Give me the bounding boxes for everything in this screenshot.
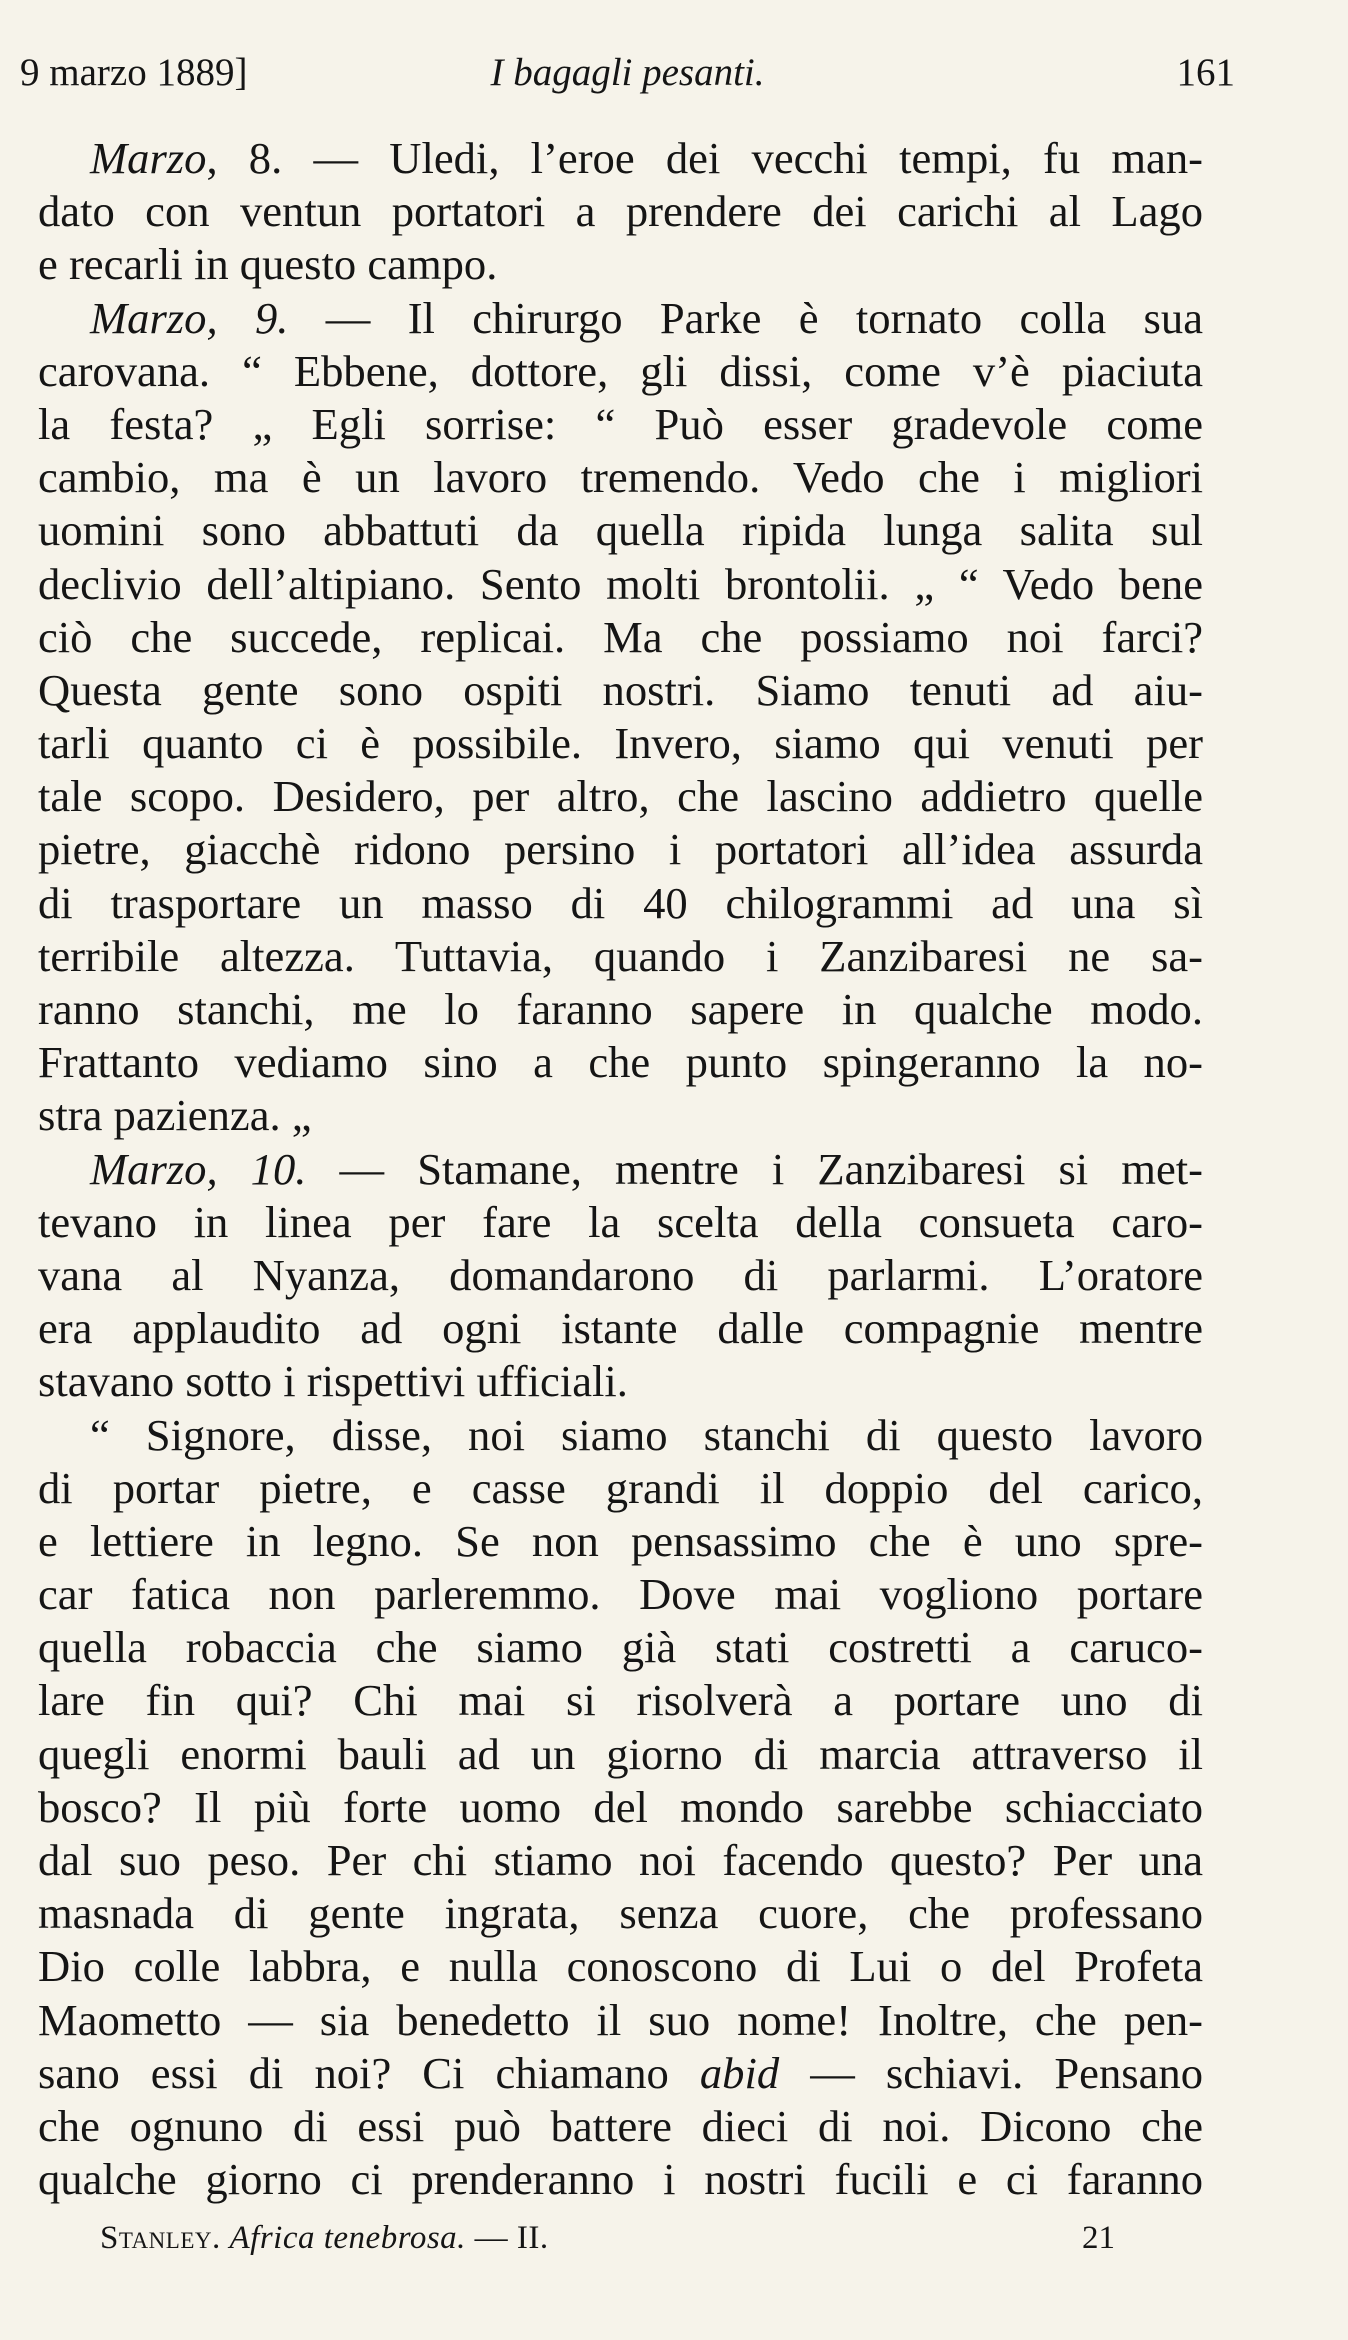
text-line [38, 398, 1203, 451]
text-line [38, 185, 1203, 238]
line-text: e lettiere in legno. Se non pensassimo che è uno spre- [38, 1515, 1203, 1566]
text-line [38, 877, 1203, 930]
footer-author: Stanley. [100, 2220, 221, 2256]
line-text: Dio colle labbra, e nulla conoscono di Lui o del Profeta [38, 1941, 1203, 1992]
line-text: , 8. — Uledi, l’eroe dei vecchi tempi, fu man- [206, 133, 1203, 183]
text-line [38, 1728, 1203, 1781]
line-text: ciò che succede, replicai. Ma che possiamo noi farci? [38, 611, 1203, 662]
line-text: ranno stanchi, me lo faranno sapere in qualche modo. [38, 984, 1203, 1034]
line-text: di portar pietre, e casse grandi il doppio del carico, [38, 1462, 1203, 1513]
text-line [38, 2047, 1203, 2100]
line-text: dato con ventun portatori a prendere dei carichi al Lago [38, 186, 1203, 237]
date-label: Marzo [90, 292, 207, 343]
line-text: “ Signore, disse, noi siamo stanchi di questo lavoro [90, 1409, 1203, 1460]
line-text: era applaudito ad ogni istante dalle compagnie mentre [38, 1303, 1203, 1354]
text-line [38, 292, 1203, 345]
line-tail: — schiavi. Pensano [779, 2047, 1203, 2098]
date-label: Marzo [90, 133, 207, 183]
line-text: car fatica non parleremmo. Dove mai vogliono portare [38, 1569, 1203, 1620]
line-text: Maometto — sia benedetto il suo nome! Inoltre, che pen- [38, 1994, 1203, 2045]
line-text: masnada di gente ingrata, senza cuore, che professano [38, 1888, 1203, 1939]
text-line [38, 1409, 1203, 1462]
text-line [38, 717, 1203, 770]
header-date: 9 marzo 1889] [20, 51, 248, 94]
line-text: — Stamane, mentre i Zanzibaresi si met- [306, 1143, 1203, 1194]
line-text: cambio, ma è un lavoro tremendo. Vedo che i migliori [38, 452, 1203, 503]
text-line [38, 823, 1203, 876]
line-text: stra pazienza. „ [38, 1090, 312, 1141]
text-line [38, 1887, 1203, 1940]
text-line [38, 1302, 1203, 1355]
italic-word: abid [699, 2047, 780, 2098]
line-text: qualche giorno ci prenderanno i nostri fucili e ci faranno [38, 2154, 1203, 2205]
footer-signature-line [100, 2220, 549, 2257]
text-line [38, 770, 1203, 823]
text-line [38, 1781, 1203, 1834]
line-text: che ognuno di essi può battere dieci di noi. Dicono che [38, 2100, 1203, 2151]
text-line [38, 1940, 1203, 1993]
line-text: uomini sono abbattuti da quella ripida lunga salita sul [38, 505, 1203, 556]
text-line [38, 1621, 1203, 1674]
line-text: quella robaccia che siamo già stati costretti a caruco- [38, 1622, 1203, 1673]
footer-volume: — II. [465, 2220, 549, 2256]
line-text: quegli enormi bauli ad un giorno di marcia attraverso il [38, 1728, 1203, 1779]
line-text: tevano in linea per fare la scelta della consueta caro- [38, 1196, 1203, 1247]
text-line [38, 664, 1203, 717]
page-footer [100, 2208, 1115, 2268]
text-line [38, 1834, 1203, 1887]
line-text: dal suo peso. Per chi stiamo noi facendo questo? Per una [38, 1835, 1203, 1885]
body-text [38, 132, 1203, 2206]
text-line [38, 1994, 1203, 2047]
text-line [38, 611, 1203, 664]
text-line [38, 1196, 1203, 1249]
line-text: la festa? „ Egli sorrise: “ Può esser gradevole come [38, 398, 1203, 449]
text-line [38, 238, 1203, 291]
line-text: stavano sotto i rispettivi ufficiali. [38, 1356, 628, 1407]
line-text: Questa gente sono ospiti nostri. Siamo tenuti ad aiu- [38, 664, 1203, 715]
line-text: e recarli in questo campo. [38, 239, 498, 290]
text-line [38, 1249, 1203, 1302]
text-line [38, 1674, 1203, 1727]
text-line [38, 558, 1203, 611]
text-line [38, 1515, 1203, 1568]
text-line [38, 1568, 1203, 1621]
text-line [38, 2100, 1203, 2153]
header-chapter-title: I bagagli pesanti. [490, 51, 765, 94]
line-text: vana al Nyanza, domandarono di parlarmi. L’oratore [38, 1249, 1203, 1300]
text-line [38, 504, 1203, 557]
text-line [38, 1462, 1203, 1515]
line-text: bosco? Il più forte uomo del mondo sarebbe schiacciato [38, 1781, 1203, 1832]
footer-signature-number: 21 [1082, 2220, 1115, 2256]
line-text: Frattanto vediamo sino a che punto spingeranno la no- [38, 1037, 1203, 1088]
text-line [38, 983, 1203, 1036]
text-line [38, 1143, 1203, 1196]
text-line [38, 930, 1203, 983]
line-text: tale scopo. Desidero, per altro, che lascino addietro quelle [38, 771, 1203, 822]
text-line [38, 1089, 1203, 1142]
text-line [38, 345, 1203, 398]
text-line [38, 2153, 1203, 2206]
date-label: Marzo, 10. [90, 1143, 307, 1194]
text-line [38, 1036, 1203, 1089]
line-text: lare fin qui? Chi mai si risolverà a portare uno di [38, 1675, 1203, 1726]
date-number: , 9. [206, 292, 289, 343]
footer-book-title: Africa tenebrosa. [229, 2220, 466, 2256]
line-text: pietre, giacchè ridono persino i portatori all’idea assurda [38, 824, 1203, 875]
line-text: carovana. “ Ebbene, dottore, gli dissi, come v’è piaciuta [38, 345, 1203, 396]
page-number: 161 [1176, 51, 1235, 94]
line-text: terribile altezza. Tuttavia, quando i Zanzibaresi ne sa- [38, 930, 1203, 981]
line-text: declivio dell’altipiano. Sento molti brontolii. „ “ Vedo bene [38, 558, 1203, 609]
text-line [38, 1355, 1203, 1408]
line-text: sano essi di noi? Ci chiamano [38, 2047, 700, 2098]
text-line [38, 132, 1203, 185]
text-line [38, 451, 1203, 504]
line-text: tarli quanto ci è possibile. Invero, siamo qui venuti per [38, 718, 1203, 769]
line-text: di trasportare un masso di 40 chilogrammi ad una sì [38, 877, 1203, 928]
running-head [20, 42, 1235, 112]
line-text: — Il chirurgo Parke è tornato colla sua [288, 292, 1204, 343]
